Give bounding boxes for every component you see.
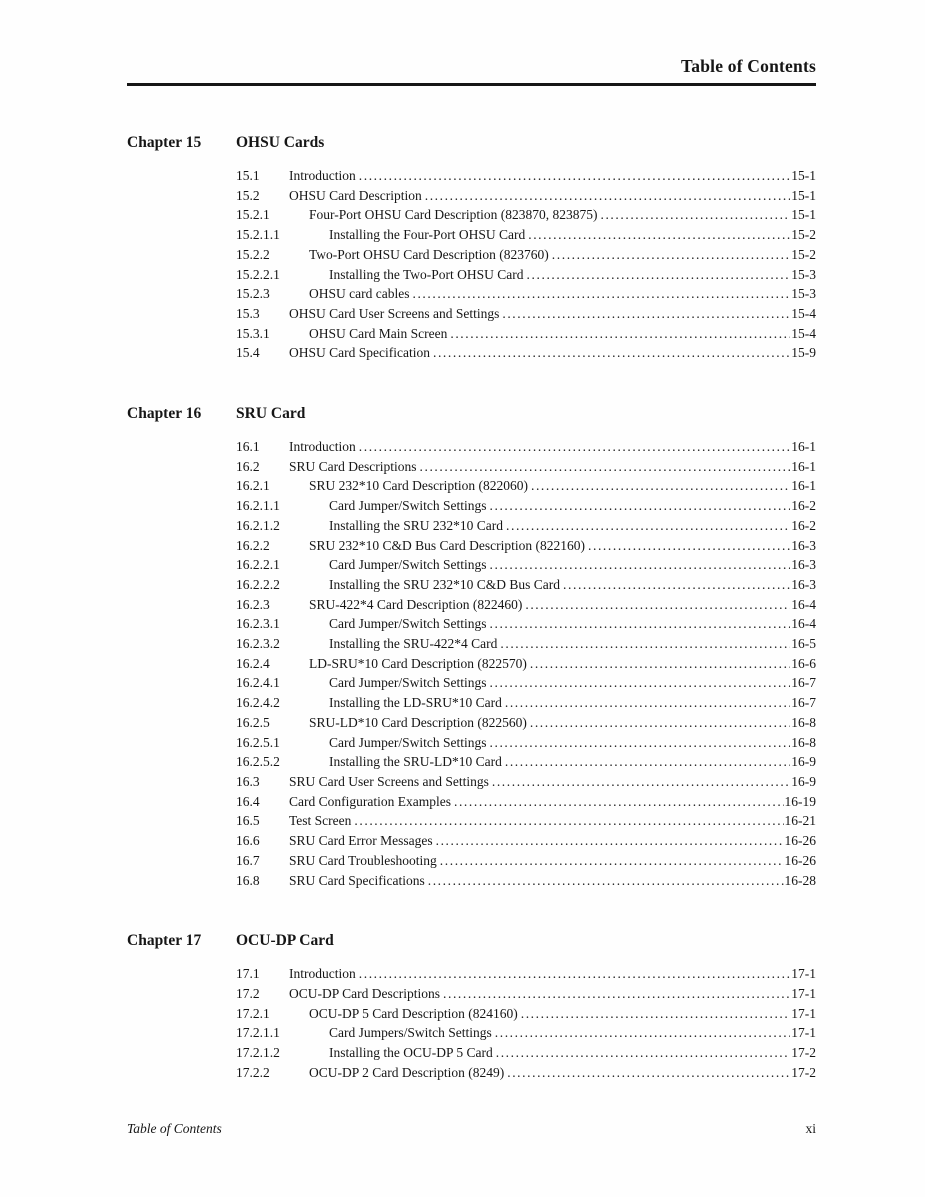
entry-page-number: 16-28 xyxy=(784,872,816,888)
entry-number: 16.2.2 xyxy=(236,537,270,553)
entry-title: SRU Card Specifications xyxy=(289,872,425,888)
toc-entry xyxy=(236,871,816,891)
entry-page-number: 16-19 xyxy=(784,793,816,809)
toc-entry xyxy=(236,1004,816,1024)
entry-number: 15.2.1 xyxy=(236,207,270,223)
dot-leader xyxy=(433,343,790,363)
chapter-label: Chapter 16 xyxy=(127,405,202,423)
entry-number: 16.2.5 xyxy=(236,714,270,730)
entry-number: 16.1 xyxy=(236,439,260,455)
entry-number: 16.2.1 xyxy=(236,478,270,494)
dot-leader xyxy=(600,205,790,225)
entry-title: OHSU Card Description xyxy=(289,187,422,203)
toc-entry xyxy=(236,772,816,792)
page-footer xyxy=(127,1120,816,1138)
entry-page-number: 16-3 xyxy=(791,537,816,553)
entry-title: Installing the SRU-422*4 Card xyxy=(329,636,498,652)
dot-leader xyxy=(552,245,790,265)
entry-page-number: 16-4 xyxy=(791,616,816,632)
entry-number: 16.2.1.2 xyxy=(236,517,280,533)
entry-number: 16.2.3.1 xyxy=(236,616,280,632)
entry-page-number: 17-1 xyxy=(791,985,816,1001)
entry-title: OCU-DP 2 Card Description (8249) xyxy=(309,1064,505,1080)
toc-entry xyxy=(236,851,816,871)
entry-title: Test Screen xyxy=(289,813,352,829)
entry-title: OHSU card cables xyxy=(309,286,410,302)
chapter-label: Chapter 15 xyxy=(127,134,202,151)
entry-number: 15.2.1.1 xyxy=(236,227,280,243)
toc-entry xyxy=(236,536,816,556)
entry-page-number: 16-1 xyxy=(791,458,816,474)
entry-number: 16.2.1.1 xyxy=(236,498,280,514)
entry-page-number: 16-21 xyxy=(784,813,816,829)
entry-number: 15.1 xyxy=(236,168,260,183)
entry-page-number: 15-2 xyxy=(791,227,816,243)
dot-leader xyxy=(428,871,784,891)
toc-entry xyxy=(236,752,816,772)
dot-leader xyxy=(359,964,791,984)
dot-leader xyxy=(440,851,784,871)
entry-title: OHSU Card User Screens and Settings xyxy=(289,305,500,321)
entry-title: Installing the LD-SRU*10 Card xyxy=(329,695,502,711)
toc-entry xyxy=(236,343,816,363)
dot-leader xyxy=(505,752,790,772)
entry-page-number: 15-1 xyxy=(791,207,816,223)
toc-entry xyxy=(236,713,816,733)
entry-page-number: 16-2 xyxy=(791,498,816,514)
toc-entry xyxy=(236,186,816,206)
entry-page-number: 16-6 xyxy=(791,655,816,671)
dot-leader xyxy=(359,166,791,186)
entry-title: OHSU Card Main Screen xyxy=(309,325,448,341)
entry-number: 16.2 xyxy=(236,458,260,474)
dot-leader xyxy=(530,713,790,733)
entry-page-number: 16-7 xyxy=(791,695,816,711)
entry-title: Installing the SRU-LD*10 Card xyxy=(329,754,502,770)
toc-entry xyxy=(236,693,816,713)
toc-chapter xyxy=(127,931,816,1082)
entry-number: 15.2.3 xyxy=(236,286,270,302)
dot-leader xyxy=(496,1043,791,1063)
chapter-entries xyxy=(236,437,816,890)
toc-entry xyxy=(236,595,816,615)
entry-title: Card Jumper/Switch Settings xyxy=(329,675,487,691)
chapter-title: OHSU Cards xyxy=(236,134,325,151)
toc-entry xyxy=(236,1023,816,1043)
entry-number: 17.2 xyxy=(236,985,260,1001)
entry-title: Introduction xyxy=(289,168,356,183)
page-title: Table of Contents xyxy=(681,56,816,76)
entry-number: 15.4 xyxy=(236,345,260,361)
entry-number: 16.2.2.1 xyxy=(236,557,280,573)
entry-page-number: 16-1 xyxy=(791,439,816,455)
entry-page-number: 17-1 xyxy=(791,1005,816,1021)
dot-leader xyxy=(490,673,791,693)
chapter-label: Chapter 17 xyxy=(127,932,202,950)
entry-page-number: 16-4 xyxy=(791,596,816,612)
entry-number: 15.2 xyxy=(236,187,260,203)
toc-chapter xyxy=(127,404,816,890)
toc-entry xyxy=(236,614,816,634)
toc-entry xyxy=(236,437,816,457)
entry-number: 16.2.3 xyxy=(236,596,270,612)
entry-title: Installing the Two-Port OHSU Card xyxy=(329,266,524,282)
entry-page-number: 15-3 xyxy=(791,266,816,282)
dot-leader xyxy=(412,284,790,304)
entry-number: 15.3.1 xyxy=(236,325,270,341)
chapter-heading xyxy=(127,404,816,424)
toc-entry xyxy=(236,166,816,186)
entry-title: LD-SRU*10 Card Description (822570) xyxy=(309,655,527,671)
entry-title: Card Jumper/Switch Settings xyxy=(329,616,487,632)
entry-title: OCU-DP 5 Card Description (824160) xyxy=(309,1005,518,1021)
entry-page-number: 15-4 xyxy=(791,305,816,321)
dot-leader xyxy=(507,1063,790,1083)
entry-page-number: 16-1 xyxy=(791,478,816,494)
entry-title: Installing the OCU-DP 5 Card xyxy=(329,1045,493,1061)
entry-page-number: 16-3 xyxy=(791,576,816,592)
entry-number: 16.4 xyxy=(236,793,260,809)
entry-title: Introduction xyxy=(289,966,356,982)
header-rule xyxy=(127,83,816,86)
toc-entry xyxy=(236,654,816,674)
toc-entry xyxy=(236,575,816,595)
entry-title: SRU-LD*10 Card Description (822560) xyxy=(309,714,527,730)
entry-page-number: 16-2 xyxy=(791,517,816,533)
page-header xyxy=(127,55,816,86)
entry-number: 16.2.4.2 xyxy=(236,695,280,711)
dot-leader xyxy=(563,575,790,595)
dot-leader xyxy=(450,324,790,344)
dot-leader xyxy=(495,1023,791,1043)
toc-entry xyxy=(236,634,816,654)
chapter-entries xyxy=(236,166,816,363)
entry-title: SRU 232*10 C&D Bus Card Description (822160) xyxy=(309,537,585,553)
chapter-heading xyxy=(127,133,816,153)
dot-leader xyxy=(531,476,790,496)
dot-leader xyxy=(525,595,790,615)
entry-page-number: 16-8 xyxy=(791,714,816,730)
entry-title: Card Jumper/Switch Settings xyxy=(329,734,487,750)
toc-entry xyxy=(236,555,816,575)
toc-entry xyxy=(236,792,816,812)
entry-page-number: 16-7 xyxy=(791,675,816,691)
toc-entry xyxy=(236,496,816,516)
dot-leader xyxy=(502,304,790,324)
dot-leader xyxy=(492,772,790,792)
entry-number: 16.2.5.1 xyxy=(236,734,280,750)
dot-leader xyxy=(359,437,791,457)
toc-entry xyxy=(236,324,816,344)
chapter-title: OCU-DP Card xyxy=(236,932,334,950)
toc-entry xyxy=(236,457,816,477)
dot-leader xyxy=(490,614,791,634)
entry-title: Card Configuration Examples xyxy=(289,793,451,809)
dot-leader xyxy=(354,811,783,831)
entry-title: Two-Port OHSU Card Description (823760) xyxy=(309,246,549,262)
toc-chapter xyxy=(127,133,816,363)
entry-page-number: 16-9 xyxy=(791,754,816,770)
entry-number: 17.2.1.1 xyxy=(236,1025,280,1041)
entry-title: SRU Card Descriptions xyxy=(289,458,417,474)
entry-title: SRU Card Error Messages xyxy=(289,833,433,849)
entry-page-number: 16-5 xyxy=(791,636,816,652)
entry-title: SRU Card User Screens and Settings xyxy=(289,773,489,789)
footer-page-number: xi xyxy=(805,1121,816,1136)
entry-number: 15.3 xyxy=(236,305,260,321)
entry-page-number: 17-2 xyxy=(791,1045,816,1061)
toc-entry xyxy=(236,811,816,831)
toc-entry xyxy=(236,284,816,304)
dot-leader xyxy=(506,516,790,536)
toc-entry xyxy=(236,205,816,225)
dot-leader xyxy=(425,186,791,206)
entry-number: 16.2.5.2 xyxy=(236,754,280,770)
entry-title: Card Jumpers/Switch Settings xyxy=(329,1025,492,1041)
entry-title: OCU-DP Card Descriptions xyxy=(289,985,440,1001)
entry-number: 16.6 xyxy=(236,833,260,849)
entry-title: Introduction xyxy=(289,439,356,455)
entry-page-number: 16-8 xyxy=(791,734,816,750)
entry-number: 15.2.2.1 xyxy=(236,266,280,282)
entry-title: Installing the Four-Port OHSU Card xyxy=(329,227,526,243)
entry-title: SRU 232*10 Card Description (822060) xyxy=(309,478,528,494)
toc-entry xyxy=(236,516,816,536)
dot-leader xyxy=(521,1004,791,1024)
dot-leader xyxy=(436,831,784,851)
entry-page-number: 15-3 xyxy=(791,286,816,302)
dot-leader xyxy=(530,654,790,674)
entry-title: Four-Port OHSU Card Description (823870, 823875) xyxy=(309,207,598,223)
toc-entry xyxy=(236,964,816,984)
entry-number: 16.7 xyxy=(236,852,260,868)
entry-number: 17.2.1 xyxy=(236,1005,270,1021)
dot-leader xyxy=(588,536,790,556)
toc-entry xyxy=(236,733,816,753)
entry-title: Installing the SRU 232*10 C&D Bus Card xyxy=(329,576,561,592)
dot-leader xyxy=(420,457,791,477)
toc-entry xyxy=(236,304,816,324)
entry-page-number: 15-1 xyxy=(791,187,816,203)
entry-page-number: 15-1 xyxy=(791,168,816,183)
toc-entry xyxy=(236,673,816,693)
entry-page-number: 16-3 xyxy=(791,557,816,573)
toc-entry xyxy=(236,265,816,285)
entry-number: 16.2.2.2 xyxy=(236,576,280,592)
entry-title: Installing the SRU 232*10 Card xyxy=(329,517,503,533)
entry-number: 17.2.1.2 xyxy=(236,1045,280,1061)
entry-page-number: 16-26 xyxy=(784,833,816,849)
entry-number: 17.2.2 xyxy=(236,1064,270,1080)
entry-page-number: 17-1 xyxy=(791,1025,816,1041)
entry-page-number: 16-26 xyxy=(784,852,816,868)
dot-leader xyxy=(500,634,790,654)
chapter-heading xyxy=(127,931,816,951)
toc-entry xyxy=(236,984,816,1004)
toc-entry xyxy=(236,1063,816,1083)
entry-number: 16.2.4 xyxy=(236,655,270,671)
entry-title: Card Jumper/Switch Settings xyxy=(329,498,487,514)
entry-number: 16.2.4.1 xyxy=(236,675,280,691)
entry-page-number: 15-2 xyxy=(791,246,816,262)
dot-leader xyxy=(454,792,784,812)
entry-number: 16.3 xyxy=(236,773,260,789)
chapter-title: SRU Card xyxy=(236,405,306,423)
toc-entry xyxy=(236,1043,816,1063)
toc-entry xyxy=(236,225,816,245)
entry-number: 17.1 xyxy=(236,966,260,982)
dot-leader xyxy=(505,693,790,713)
dot-leader xyxy=(490,733,791,753)
toc-entry xyxy=(236,831,816,851)
entry-number: 16.2.3.2 xyxy=(236,636,280,652)
dot-leader xyxy=(528,225,790,245)
entry-page-number: 17-2 xyxy=(791,1064,816,1080)
entry-title: SRU-422*4 Card Description (822460) xyxy=(309,596,523,612)
entry-number: 16.8 xyxy=(236,872,260,888)
dot-leader xyxy=(527,265,791,285)
chapter-entries xyxy=(236,964,816,1082)
entry-number: 16.5 xyxy=(236,813,260,829)
entry-title: OHSU Card Specification xyxy=(289,345,430,361)
entry-number: 15.2.2 xyxy=(236,246,270,262)
entry-page-number: 15-4 xyxy=(791,325,816,341)
entry-page-number: 17-1 xyxy=(791,966,816,982)
toc-entry xyxy=(236,245,816,265)
toc-content xyxy=(127,133,816,1123)
footer-document-title: Table of Contents xyxy=(127,1121,222,1136)
entry-title: SRU Card Troubleshooting xyxy=(289,852,437,868)
entry-title: Card Jumper/Switch Settings xyxy=(329,557,487,573)
entry-page-number: 15-9 xyxy=(791,345,816,361)
dot-leader xyxy=(443,984,790,1004)
dot-leader xyxy=(490,496,791,516)
dot-leader xyxy=(490,555,791,575)
entry-page-number: 16-9 xyxy=(791,773,816,789)
toc-entry xyxy=(236,476,816,496)
